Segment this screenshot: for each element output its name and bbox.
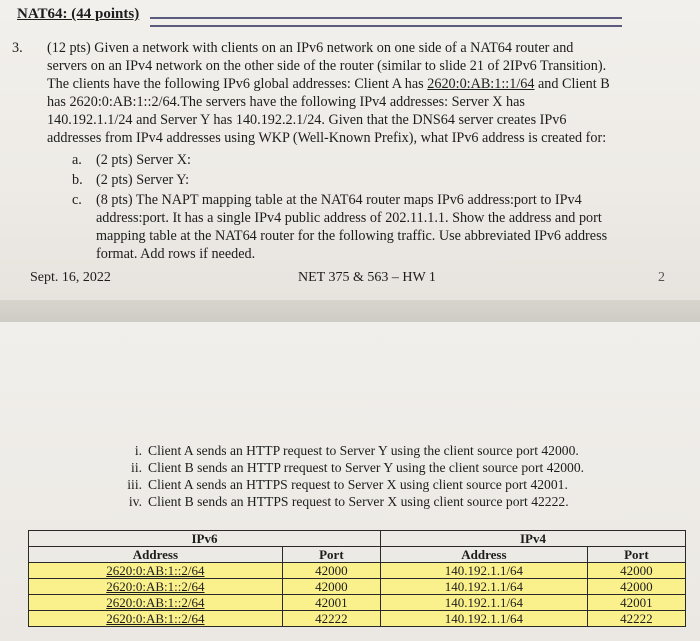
cell-ipv4-address[interactable]: 140.192.1.1/64 [380,579,587,595]
cell-ipv6-port[interactable]: 42222 [282,611,380,627]
subpart-c-line-4: format. Add rows if needed. [96,246,256,262]
traffic-item-3-num: iii. [127,477,142,492]
traffic-item-2: Client B sends an HTTP rrequest to Server Y using the client source port 42000. [148,460,585,475]
traffic-item-3: Client A sends an HTTPS request to Server X using client source port 42001. [148,477,568,492]
question-line-4: has 2620:0:AB:1::2/64.The servers have the following IPv4 addresses: Server X has [47,94,525,110]
table-column-header [29,547,686,563]
question-line-2: servers on an IPv4 network on the other side of the router (similar to slide 21 of 2IPv6 Transition). [47,58,607,74]
table-row [29,563,686,579]
question-number: 3. [12,40,23,56]
group-header-ipv4: IPv4 [380,531,685,547]
traffic-list [0,442,700,512]
question-line-5: 140.192.1.1/24 and Server Y has 140.192.2.1/24. Given that the DNS64 server creates IPv6 [47,112,567,128]
subpart-b-text: (2 pts) Server Y: [96,172,190,188]
traffic-item-4-num: iv. [128,494,142,509]
cell-ipv4-port[interactable]: 42001 [587,595,685,611]
cell-ipv4-port[interactable]: 42000 [587,579,685,595]
cell-ipv6-address[interactable]: 2620:0:AB:1::2/64 [29,579,283,595]
subpart-b-label: b. [72,172,83,188]
client-a-address: 2620:0:AB:1::1/64 [427,76,535,92]
col-header-ipv6-address: Address [29,547,283,563]
traffic-item-4: Client B sends an HTTPS request to Server X using client source port 42222. [148,494,569,509]
footer-page-number: 2 [658,270,665,285]
subpart-a-text: (2 pts) Server X: [96,152,191,168]
traffic-item-1-num: i. [134,443,142,458]
cell-ipv4-address[interactable]: 140.192.1.1/64 [380,563,587,579]
subpart-c-line-2: address:port. It has a single IPv4 public address of 202.11.1.1. Show the address and port [96,210,602,226]
col-header-ipv6-port: Port [282,547,380,563]
question-line-3-text: The clients have the following IPv6 global addresses: Client A has [47,76,428,92]
section-title: NAT64: (44 points) [17,6,140,22]
table-row [29,611,686,627]
footer-course: NET 375 & 563 – HW 1 [298,270,436,285]
col-header-ipv4-port: Port [587,547,685,563]
col-header-ipv4-address: Address [380,547,587,563]
footer-date: Sept. 16, 2022 [30,270,111,285]
cell-ipv4-address[interactable]: 140.192.1.1/64 [380,595,587,611]
question-line-6: addresses from IPv4 addresses using WKP (Well-Known Prefix), what IPv6 address is created for: [47,130,607,146]
cell-ipv6-port[interactable]: 42001 [282,595,380,611]
cell-ipv4-port[interactable]: 42222 [587,611,685,627]
cell-ipv6-address[interactable]: 2620:0:AB:1::2/64 [29,611,283,627]
cell-ipv6-port[interactable]: 42000 [282,563,380,579]
page-gap [0,300,700,322]
traffic-item-2-num: ii. [131,460,142,475]
table-row [29,579,686,595]
question-line-3-tail: and Client B [534,76,610,92]
cell-ipv6-address[interactable]: 2620:0:AB:1::2/64 [29,563,283,579]
nat-mapping-table [28,530,686,627]
question-line-1: (12 pts) Given a network with clients on an IPv6 network on one side of a NAT64 router and [47,40,574,56]
subpart-c-text: (8 pts) The NAPT mapping table at the NAT64 router maps IPv6 address:port to IPv4 [96,192,582,208]
subpart-a-label: a. [72,152,82,168]
title-rule [150,17,622,27]
table-row [29,595,686,611]
table-group-header [29,531,686,547]
traffic-item-1: Client A sends an HTTP request to Server Y using the client source port 42000. [148,443,579,458]
subpart-c-label: c. [72,192,82,208]
cell-ipv6-port[interactable]: 42000 [282,579,380,595]
cell-ipv4-port[interactable]: 42000 [587,563,685,579]
cell-ipv4-address[interactable]: 140.192.1.1/64 [380,611,587,627]
cell-ipv6-address[interactable]: 2620:0:AB:1::2/64 [29,595,283,611]
group-header-ipv6: IPv6 [29,531,381,547]
question-line-3 [47,76,610,94]
subpart-c-line-3: mapping table at the NAT64 router for the following traffic. Use abbreviated IPv6 address [96,228,608,244]
